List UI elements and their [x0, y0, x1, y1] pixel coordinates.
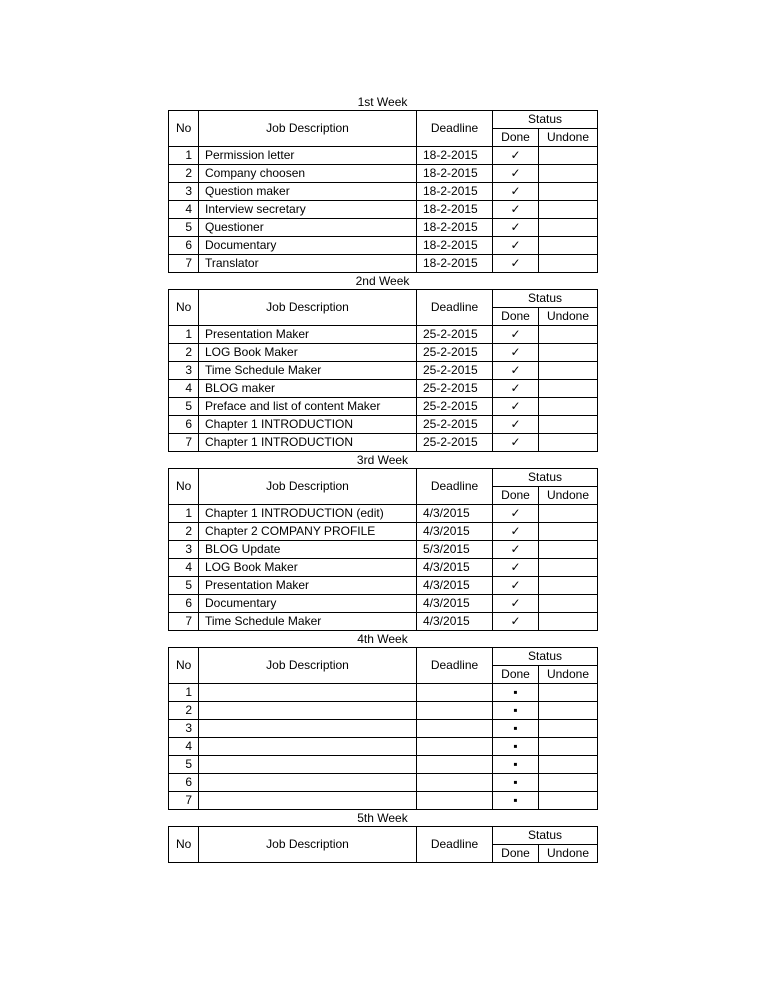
job-description	[199, 720, 417, 738]
job-description	[199, 774, 417, 792]
deadline: 18-2-2015	[417, 219, 493, 237]
table-row	[169, 344, 598, 362]
check-mark-icon: ✓	[510, 399, 521, 413]
check-mark-icon: ✓	[510, 256, 521, 270]
deadline: 4/3/2015	[417, 613, 493, 631]
row-number: 1	[169, 684, 199, 702]
header-row	[169, 648, 598, 666]
done-cell	[493, 774, 539, 792]
header-status: Status	[493, 111, 598, 129]
job-description: Questioner	[199, 219, 417, 237]
check-mark-icon: ✓	[510, 596, 521, 610]
row-number: 7	[169, 792, 199, 810]
job-description: Interview secretary	[199, 201, 417, 219]
undone-cell	[539, 362, 598, 380]
header-job-description: Job Description	[199, 469, 417, 505]
row-number: 5	[169, 756, 199, 774]
row-number: 3	[169, 183, 199, 201]
table-row	[169, 684, 598, 702]
job-description: LOG Book Maker	[199, 559, 417, 577]
deadline: 25-2-2015	[417, 416, 493, 434]
job-description: Documentary	[199, 237, 417, 255]
row-number: 4	[169, 738, 199, 756]
deadline: 25-2-2015	[417, 398, 493, 416]
check-mark-icon: ✓	[510, 220, 521, 234]
done-cell	[493, 237, 539, 255]
header-status: Status	[493, 469, 598, 487]
header-job-description: Job Description	[199, 827, 417, 863]
deadline: 4/3/2015	[417, 595, 493, 613]
week-table	[168, 110, 598, 273]
undone-cell	[539, 756, 598, 774]
table-row	[169, 255, 598, 273]
header-job-description: Job Description	[199, 111, 417, 147]
deadline: 4/3/2015	[417, 505, 493, 523]
table-row	[169, 434, 598, 452]
check-mark-icon: ✓	[510, 148, 521, 162]
deadline: 18-2-2015	[417, 201, 493, 219]
table-row	[169, 595, 598, 613]
check-mark-icon: ✓	[510, 363, 521, 377]
row-number: 1	[169, 326, 199, 344]
row-number: 5	[169, 219, 199, 237]
job-description: Company choosen	[199, 165, 417, 183]
row-number: 7	[169, 255, 199, 273]
header-done: Done	[493, 487, 539, 505]
undone-cell	[539, 344, 598, 362]
done-cell	[493, 756, 539, 774]
undone-cell	[539, 738, 598, 756]
done-cell	[493, 165, 539, 183]
done-cell	[493, 416, 539, 434]
row-number: 3	[169, 541, 199, 559]
job-description: Permission letter	[199, 147, 417, 165]
table-row	[169, 201, 598, 219]
done-cell	[493, 434, 539, 452]
job-description	[199, 792, 417, 810]
deadline	[417, 684, 493, 702]
undone-cell	[539, 774, 598, 792]
deadline: 18-2-2015	[417, 237, 493, 255]
done-cell	[493, 559, 539, 577]
job-description: Chapter 2 COMPANY PROFILE	[199, 523, 417, 541]
row-number: 7	[169, 613, 199, 631]
deadline: 25-2-2015	[417, 380, 493, 398]
week-title: 1st Week	[357, 95, 408, 109]
undone-cell	[539, 523, 598, 541]
table-row	[169, 416, 598, 434]
row-number: 6	[169, 237, 199, 255]
header-no: No	[169, 827, 199, 863]
check-mark-icon: ✓	[510, 327, 521, 341]
undone-cell	[539, 219, 598, 237]
check-mark-icon: ✓	[510, 381, 521, 395]
check-mark-icon: ✓	[510, 524, 521, 538]
deadline: 25-2-2015	[417, 326, 493, 344]
deadline: 25-2-2015	[417, 362, 493, 380]
deadline	[417, 774, 493, 792]
weekly-schedule-document	[168, 94, 597, 863]
done-cell	[493, 362, 539, 380]
done-cell	[493, 505, 539, 523]
done-cell	[493, 523, 539, 541]
table-row	[169, 756, 598, 774]
job-description: Question maker	[199, 183, 417, 201]
undone-cell	[539, 183, 598, 201]
row-number: 2	[169, 702, 199, 720]
undone-cell	[539, 201, 598, 219]
week-title: 5th Week	[357, 811, 408, 825]
header-row	[169, 290, 598, 308]
job-description: BLOG maker	[199, 380, 417, 398]
table-row	[169, 774, 598, 792]
header-no: No	[169, 469, 199, 505]
table-row	[169, 326, 598, 344]
table-row	[169, 559, 598, 577]
deadline	[417, 792, 493, 810]
undone-cell	[539, 416, 598, 434]
header-done: Done	[493, 129, 539, 147]
header-deadline: Deadline	[417, 648, 493, 684]
done-cell	[493, 398, 539, 416]
week-table	[168, 289, 598, 452]
deadline	[417, 720, 493, 738]
done-cell	[493, 147, 539, 165]
week-table	[168, 826, 598, 863]
job-description: LOG Book Maker	[199, 344, 417, 362]
row-number: 2	[169, 523, 199, 541]
table-row	[169, 613, 598, 631]
week-title: 3rd Week	[356, 453, 409, 467]
check-mark-icon: ✓	[510, 578, 521, 592]
header-undone: Undone	[539, 129, 598, 147]
job-description	[199, 738, 417, 756]
header-undone: Undone	[539, 666, 598, 684]
done-cell	[493, 201, 539, 219]
job-description: Presentation Maker	[199, 577, 417, 595]
header-undone: Undone	[539, 487, 598, 505]
row-number: 6	[169, 774, 199, 792]
undone-cell	[539, 398, 598, 416]
deadline	[417, 738, 493, 756]
undone-cell	[539, 559, 598, 577]
header-row	[169, 469, 598, 487]
header-undone: Undone	[539, 308, 598, 326]
check-mark-icon: ✓	[510, 542, 521, 556]
header-done: Done	[493, 308, 539, 326]
check-mark-icon: ✓	[510, 345, 521, 359]
job-description	[199, 702, 417, 720]
done-cell	[493, 792, 539, 810]
check-mark-icon: ✓	[510, 560, 521, 574]
done-cell	[493, 577, 539, 595]
undone-cell	[539, 380, 598, 398]
check-mark-icon: ✓	[510, 614, 521, 628]
undone-cell	[539, 505, 598, 523]
header-job-description: Job Description	[199, 290, 417, 326]
table-row	[169, 541, 598, 559]
undone-cell	[539, 684, 598, 702]
row-number: 6	[169, 595, 199, 613]
table-row	[169, 219, 598, 237]
done-cell	[493, 183, 539, 201]
header-status: Status	[493, 290, 598, 308]
header-deadline: Deadline	[417, 827, 493, 863]
square-bullet-icon: ▪	[513, 703, 518, 717]
week-title: 4th Week	[357, 632, 408, 646]
job-description: Time Schedule Maker	[199, 613, 417, 631]
check-mark-icon: ✓	[510, 202, 521, 216]
job-description: Presentation Maker	[199, 326, 417, 344]
done-cell	[493, 702, 539, 720]
deadline: 4/3/2015	[417, 577, 493, 595]
job-description	[199, 684, 417, 702]
check-mark-icon: ✓	[510, 166, 521, 180]
table-row	[169, 165, 598, 183]
done-cell	[493, 255, 539, 273]
done-cell	[493, 380, 539, 398]
job-description: Chapter 1 INTRODUCTION	[199, 416, 417, 434]
table-row	[169, 362, 598, 380]
job-description: Time Schedule Maker	[199, 362, 417, 380]
done-cell	[493, 720, 539, 738]
header-done: Done	[493, 845, 539, 863]
table-row	[169, 702, 598, 720]
row-number: 3	[169, 362, 199, 380]
done-cell	[493, 541, 539, 559]
table-row	[169, 720, 598, 738]
job-description: Chapter 1 INTRODUCTION (edit)	[199, 505, 417, 523]
square-bullet-icon: ▪	[513, 793, 518, 807]
square-bullet-icon: ▪	[513, 721, 518, 735]
done-cell	[493, 613, 539, 631]
job-description: Translator	[199, 255, 417, 273]
header-deadline: Deadline	[417, 290, 493, 326]
header-deadline: Deadline	[417, 111, 493, 147]
square-bullet-icon: ▪	[513, 685, 518, 699]
week-title: 2nd Week	[355, 274, 410, 288]
table-row	[169, 380, 598, 398]
header-deadline: Deadline	[417, 469, 493, 505]
check-mark-icon: ✓	[510, 184, 521, 198]
check-mark-icon: ✓	[510, 506, 521, 520]
deadline: 4/3/2015	[417, 523, 493, 541]
job-description: Preface and list of content Maker	[199, 398, 417, 416]
done-cell	[493, 595, 539, 613]
undone-cell	[539, 541, 598, 559]
table-row	[169, 183, 598, 201]
undone-cell	[539, 613, 598, 631]
deadline: 18-2-2015	[417, 183, 493, 201]
deadline: 18-2-2015	[417, 255, 493, 273]
header-row	[169, 827, 598, 845]
square-bullet-icon: ▪	[513, 757, 518, 771]
header-status: Status	[493, 648, 598, 666]
table-row	[169, 147, 598, 165]
table-row	[169, 237, 598, 255]
header-done: Done	[493, 666, 539, 684]
table-row	[169, 577, 598, 595]
undone-cell	[539, 255, 598, 273]
header-no: No	[169, 648, 199, 684]
undone-cell	[539, 595, 598, 613]
job-description: BLOG Update	[199, 541, 417, 559]
job-description: Chapter 1 INTRODUCTION	[199, 434, 417, 452]
deadline: 5/3/2015	[417, 541, 493, 559]
undone-cell	[539, 702, 598, 720]
row-number: 5	[169, 577, 199, 595]
square-bullet-icon: ▪	[513, 739, 518, 753]
done-cell	[493, 738, 539, 756]
table-row	[169, 398, 598, 416]
row-number: 5	[169, 398, 199, 416]
table-row	[169, 792, 598, 810]
job-description: Documentary	[199, 595, 417, 613]
deadline	[417, 702, 493, 720]
undone-cell	[539, 577, 598, 595]
undone-cell	[539, 434, 598, 452]
row-number: 4	[169, 380, 199, 398]
table-row	[169, 505, 598, 523]
week-table	[168, 468, 598, 631]
row-number: 6	[169, 416, 199, 434]
done-cell	[493, 344, 539, 362]
deadline: 4/3/2015	[417, 559, 493, 577]
header-job-description: Job Description	[199, 648, 417, 684]
header-row	[169, 111, 598, 129]
undone-cell	[539, 147, 598, 165]
row-number: 7	[169, 434, 199, 452]
row-number: 3	[169, 720, 199, 738]
done-cell	[493, 326, 539, 344]
square-bullet-icon: ▪	[513, 775, 518, 789]
deadline: 25-2-2015	[417, 344, 493, 362]
deadline: 18-2-2015	[417, 165, 493, 183]
undone-cell	[539, 792, 598, 810]
row-number: 1	[169, 147, 199, 165]
header-no: No	[169, 290, 199, 326]
header-no: No	[169, 111, 199, 147]
row-number: 4	[169, 201, 199, 219]
table-row	[169, 523, 598, 541]
deadline: 18-2-2015	[417, 147, 493, 165]
deadline	[417, 756, 493, 774]
undone-cell	[539, 165, 598, 183]
row-number: 2	[169, 344, 199, 362]
header-undone: Undone	[539, 845, 598, 863]
table-row	[169, 738, 598, 756]
done-cell	[493, 219, 539, 237]
week-table	[168, 647, 598, 810]
undone-cell	[539, 237, 598, 255]
header-status: Status	[493, 827, 598, 845]
row-number: 4	[169, 559, 199, 577]
deadline: 25-2-2015	[417, 434, 493, 452]
job-description	[199, 756, 417, 774]
done-cell	[493, 684, 539, 702]
check-mark-icon: ✓	[510, 238, 521, 252]
row-number: 2	[169, 165, 199, 183]
check-mark-icon: ✓	[510, 435, 521, 449]
undone-cell	[539, 326, 598, 344]
undone-cell	[539, 720, 598, 738]
check-mark-icon: ✓	[510, 417, 521, 431]
row-number: 1	[169, 505, 199, 523]
